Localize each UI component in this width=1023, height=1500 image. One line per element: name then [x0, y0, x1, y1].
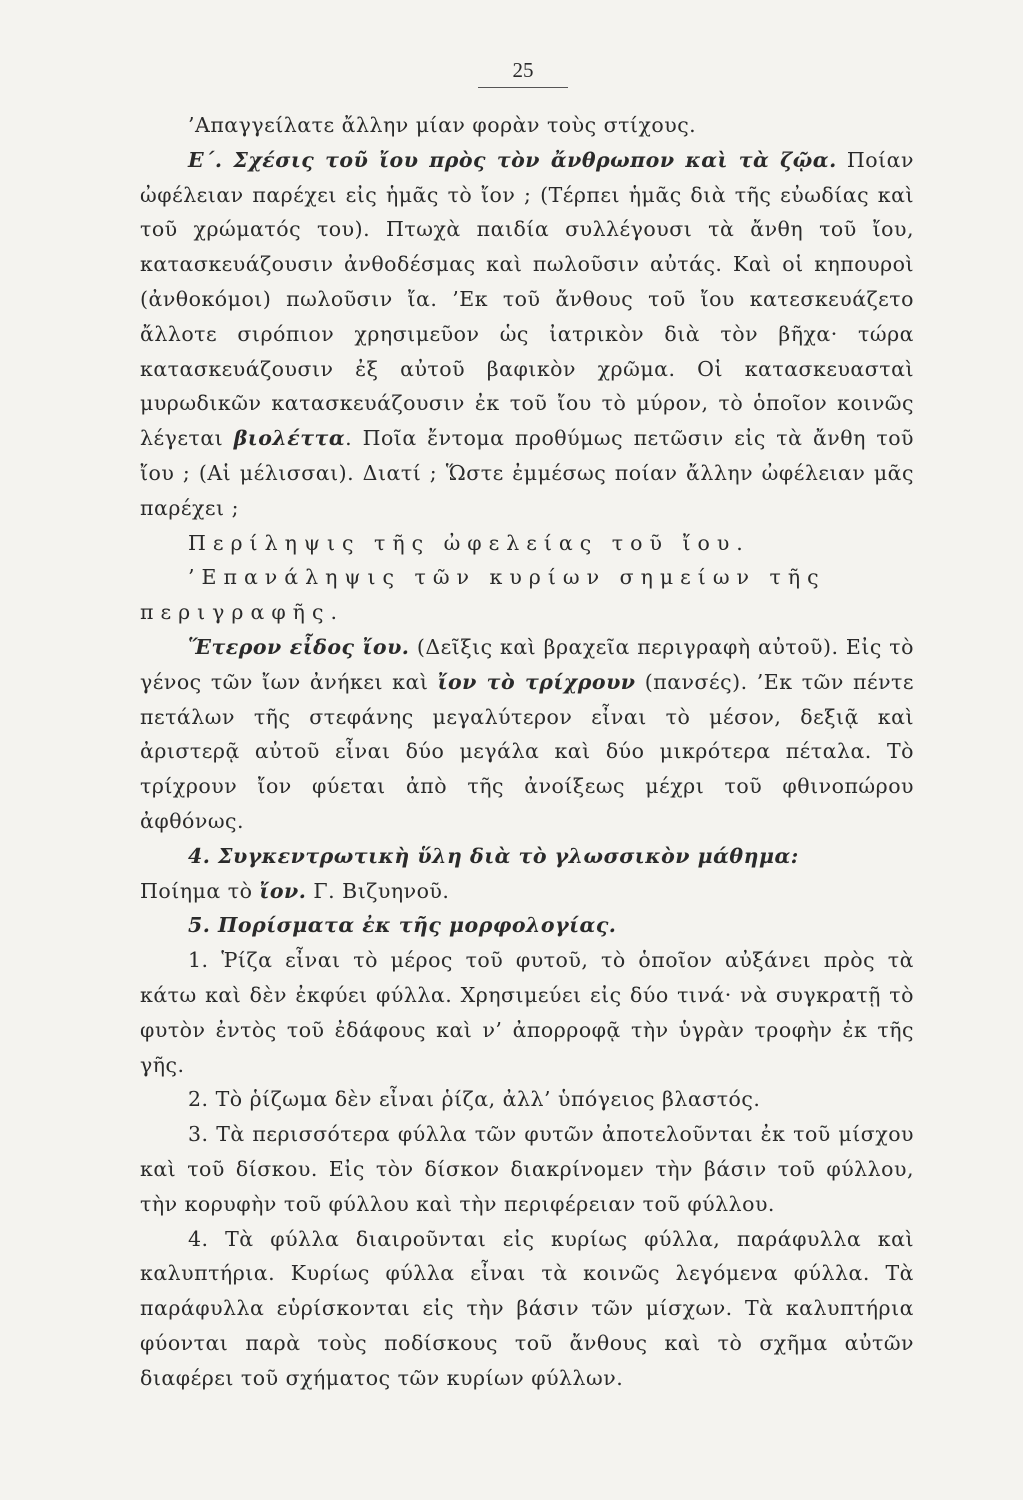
paragraph-summary: Περίληψις τῆς ὠφελείας τοῦ ἴου.	[188, 530, 750, 555]
section-5-heading: 5. Πορίσματα ἐκ τῆς μορφολογίας.	[188, 913, 617, 938]
relation-text: Ποίαν ὠφέλειαν παρέχει εἰς ἡμᾶς τὸ ἴον ; (Τέρπει ἡμᾶς διὰ τῆς εὐωδίας καὶ τοῦ χρώματός του). Πτωχὰ παιδία συλλέγουσι τὰ ἄνθη τοῦ ἴου, κατασκευάζουσιν ἀνθοδέσμας καὶ πωλοῦσιν αὐτάς. Καὶ οἱ κηπουροὶ (ἀνθοκόμοι) πωλοῦσιν ἴα. ’Εκ τοῦ ἄνθους τοῦ ἴου κατεσκευάζετο ἄλλοτε σιρόπιον χρησιμεῦον ὡς ἰατρικὸν διὰ τὸν βῆχα· τώρα κατασκευάζουσιν ἐξ αὐτοῦ βαφικὸν χρῶμα. Οἱ κατασκευασταὶ μυρωδικῶν κατασκευάζουσιν ἐκ τοῦ ἴου τὸ μύρον, τὸ ὁποῖον κοινῶς λέγεται	[140, 147, 914, 451]
page-body	[140, 108, 914, 1395]
relation-tail: . Ποῖα ἔντομα προθύμως πετῶσιν εἰς τὰ ἄνθη τοῦ ἴου ; (Αἱ μέλισσαι). Διατί ; Ὥστε ἐμμέσως ποίαν ἄλλην ὠφέλειαν μᾶς παρέχει ;	[140, 426, 915, 520]
conclusion-1: 1. Ῥίζα εἶναι τὸ μέρος τοῦ φυτοῦ, τὸ ὁποῖον αὐξάνει πρὸς τὰ κάτω καὶ δὲν ἐκφύει φύλλα. Χρησιμεύει εἰς δύο τινά· νὰ συγκρατῇ τὸ φυτὸν ἐντὸς τοῦ ἐδάφους καὶ ν’ ἀπορροφᾷ τὴν ὑγρὰν τροφὴν ἐκ τῆς γῆς.	[140, 948, 914, 1077]
paragraph-other-species	[140, 630, 914, 839]
paragraph-repetition: ’Επανάληψις τῶν κυρίων σημείων τῆς περιγραφῆς.	[140, 565, 826, 625]
conclusion-4: 4. Τὰ φύλλα διαιροῦνται εἰς κυρίως φύλλα, παράφυλλα καὶ καλυπτήρια. Κυρίως φύλλα εἶναι τὰ κοινῶς λεγόμενα φύλλα. Τὰ παράφυλλα εὑρίσκονται εἰς τὴν βάσιν τῶν μίσχων. Τὰ καλυπτήρια φύονται παρὰ τοὺς ποδίσκους τοῦ ἄνθους καὶ τὸ σχῆμα αὐτῶν διαφέρει τοῦ σχήματος τῶν κυρίων φύλλων.	[140, 1226, 914, 1390]
term-tricolor: ἴον τὸ τρίχρουν	[437, 669, 636, 694]
other-species-text-b: (πανσές). ’Εκ τῶν πέντε πετάλων τῆς στεφάνης μεγαλύτερον εἶναι τὸ μέσον, δεξιᾷ καὶ ἀριστερᾷ αὐτοῦ εἶναι δύο μεγάλα καὶ δύο μικρότερα πέταλα. Τὸ τρίχρουν ἴον φύεται ἀπὸ τῆς ἀνοίξεως μέχρι τοῦ φθινοπώρου ἀφθόνως.	[140, 669, 914, 833]
term-violetta: βιολέττα	[233, 426, 346, 451]
conclusion-2: 2. Τὸ ῥίζωμα δὲν εἶναι ῥίζα, ἀλλ’ ὑπόγειος βλαστός.	[188, 1087, 761, 1112]
other-species-heading: Ἕτερον εἶδος ἴου.	[188, 634, 410, 659]
conclusion-3: 3. Τὰ περισσότερα φύλλα τῶν φυτῶν ἀποτελοῦνται ἐκ τοῦ μίσχου καὶ τοῦ δίσκου. Εἰς τὸν δίσκον διακρίνομεν τὴν βάσιν τοῦ φύλλου, τὴν κορυφὴν τοῦ φύλλου καὶ τὴν περιφέρειαν τοῦ φύλλου.	[140, 1122, 914, 1216]
other-species-text: (Δεῖξις καὶ βραχεῖα περιγραφὴ αὐτοῦ). Εἰς τὸ γένος τῶν ἴων ἀνήκει καὶ	[140, 634, 914, 694]
paragraph-relation	[140, 143, 914, 526]
page-number: 25	[478, 58, 568, 88]
section-4-heading: 4. Συγκεντρωτικὴ ὕλη διὰ τὸ γλωσσικὸν μάθημα:	[188, 843, 799, 868]
paragraph-recite: ’Απαγγείλατε ἄλλην μίαν φορὰν τοὺς στίχους.	[188, 113, 697, 137]
section-4-text: Ποίημα τὸ ἴον. Γ. Βιζυηνοῦ.	[140, 878, 450, 903]
section-heading-e: Ε΄. Σχέσις τοῦ ἴου πρὸς τὸν ἄνθρωπον καὶ τὰ ζῷα.	[188, 147, 837, 172]
